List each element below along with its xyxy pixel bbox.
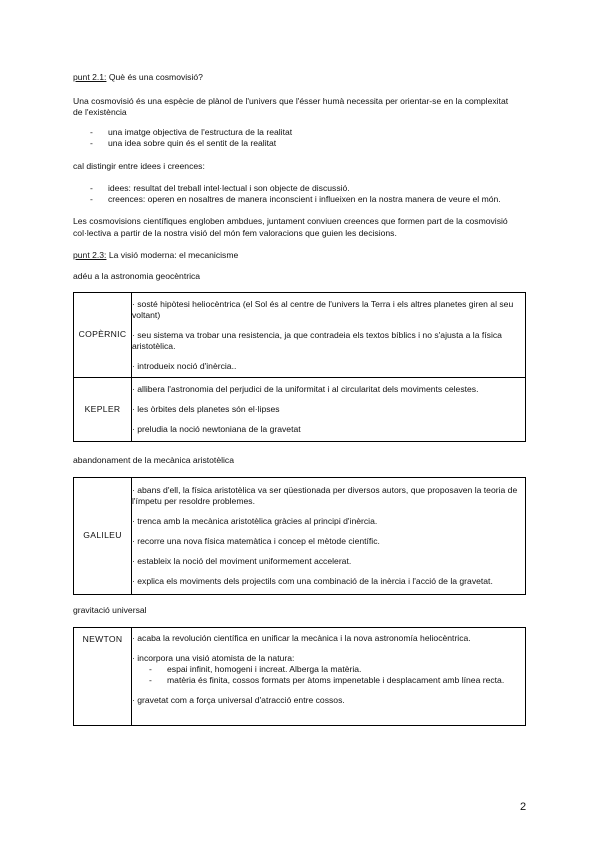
point: · incorpora una visió atomista de la natura: (132, 653, 295, 663)
point: · acaba la revolución científica en unificar la mecànica i la nova astronomía heliocèntrica. (132, 633, 471, 643)
list-item: - creences: operen en nosaltres de manera inconscient i influeixen en la nostra manera de veure el món. (90, 194, 501, 205)
list-item: - una idea sobre quin és el sentit de la realitat (90, 138, 292, 149)
heading-label: punt 2.1: (73, 72, 107, 82)
distinguish-line: cal distingir entre idees i creences: (73, 161, 205, 171)
galileu-points (132, 478, 526, 595)
intro-list (90, 127, 292, 149)
table-newton (73, 627, 526, 726)
point: · recorre una nova física matemàtica i concep el mètode científic. (132, 536, 380, 546)
cosmovisions-paragraph: Les cosmovisions científiques engloben ambdues, juntament conviuen creences que formen part de la cosmovisió col·lectiva a partir de la nostra visió del món fem valoracions que guien les decisions. (73, 216, 508, 238)
newton-points (132, 628, 526, 726)
table-row (74, 628, 526, 726)
distinguish-list (90, 183, 501, 205)
table-galileu (73, 477, 526, 595)
section-title-aristotelian: abandonament de la mecànica aristotèlica (73, 455, 234, 465)
point: · seu sistema va trobar una resistencia, ja que contradeia els textos bíblics i no s'ajusta a la física aristotèlica. (132, 329, 502, 351)
page-number: 2 (520, 801, 527, 813)
copernic-points (132, 293, 526, 378)
heading-text: Què és una cosmovisió? (106, 72, 203, 82)
author-newton: NEWTON (74, 628, 132, 726)
table-row (74, 378, 526, 442)
list-item: - espai infinit, homogeni i increat. Alberga la matèria. (149, 664, 525, 675)
point: · explica els moviments dels projectils com una combinació de la inèrcia i l'acció de la gravetat. (132, 576, 493, 586)
heading-punt-2-3 (73, 250, 238, 261)
list-item: - una imatge objectiva de l'estructura de la realitat (90, 127, 292, 138)
table-row (74, 478, 526, 595)
section-title-gravitation: gravitació universal (73, 605, 147, 615)
table-row (74, 293, 526, 378)
point: · abans d'ell, la física aristotèlica va ser qüestionada per diversos autors, que proposaven la teoria de l'ímpetu per resoldre problemes. (132, 485, 518, 506)
point: · sosté hipòtesi heliocèntrica (el Sol és al centre de l'univers la Terra i els altres planetes giren al seu voltant) (132, 298, 514, 320)
heading-text: La visió moderna: el mecanicisme (106, 250, 239, 260)
list-item: - matèria és finita, cossos formats per àtoms impenetable i desplacament amb línea recta. (149, 675, 525, 686)
intro-paragraph: Una cosmovisió és una espècie de plànol de l'univers que l'ésser humà necessita per orientar-se en la complexitat de l'existència (73, 96, 509, 117)
author-kepler: KEPLER (74, 378, 132, 442)
point: · gravetat com a força universal d'atracció entre cossos. (132, 695, 345, 705)
point: · introdueix noció d'inèrcia.. (132, 360, 237, 371)
atomist-sublist (132, 664, 525, 686)
point: · allibera l'astronomia del perjudici de la uniformitat i al circularitat dels moviments celestes. (132, 384, 479, 394)
heading-punt-2-1 (73, 72, 203, 83)
author-copernic: COPÈRNIC (74, 293, 132, 378)
kepler-points (132, 378, 526, 442)
point: · trenca amb la mecànica aristotèlica gràcies al principi d'inèrcia. (132, 516, 378, 526)
point: · les òrbites dels planetes són el·lipses (132, 404, 280, 414)
point: · estableix la noció del moviment uniformement accelerat. (132, 556, 352, 566)
author-galileu: GALILEU (74, 478, 132, 595)
heading-label: punt 2.3: (73, 250, 107, 260)
point: · preludia la noció newtoniana de la gravetat (132, 424, 301, 434)
table-copernic-kepler (73, 292, 526, 442)
section-title-geocentric: adéu a la astronomia geocèntrica (73, 271, 201, 281)
list-item: - idees: resultat del treball intel·lectual i son objecte de discussió. (90, 183, 501, 194)
